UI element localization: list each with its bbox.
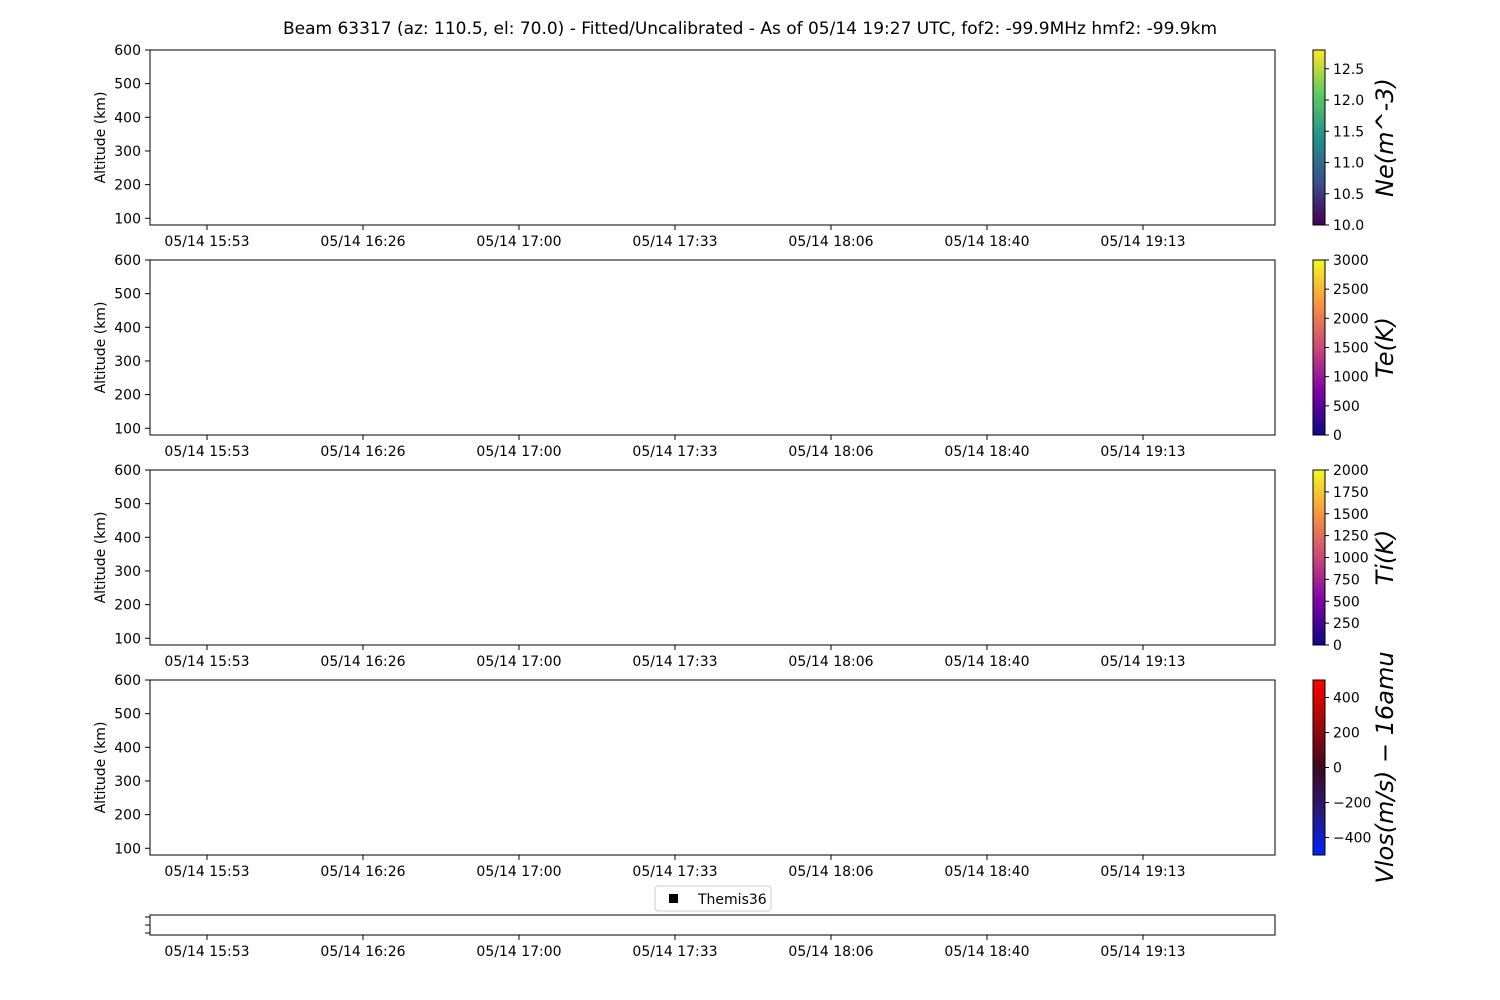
x-tick-label: 05/14 15:53 bbox=[164, 654, 250, 670]
x-tick-label: 05/14 18:06 bbox=[788, 944, 874, 960]
colorbar-tick-label: 200 bbox=[1333, 725, 1360, 742]
y-tick-label: 200 bbox=[114, 807, 141, 824]
heatmap-panel bbox=[93, 253, 1399, 460]
x-tick-label: 05/14 18:06 bbox=[788, 654, 874, 670]
y-tick-label: 300 bbox=[114, 353, 141, 370]
y-axis-label: Altitude (km) bbox=[93, 91, 109, 184]
colorbar-tick-label: 2500 bbox=[1333, 282, 1369, 299]
colorbar-tick-label: 250 bbox=[1333, 616, 1360, 633]
colorbar-tick-label: −200 bbox=[1333, 795, 1372, 812]
y-tick-label: 100 bbox=[114, 631, 141, 648]
y-tick-label: 400 bbox=[114, 740, 141, 757]
x-tick-label: 05/14 19:13 bbox=[1100, 654, 1186, 670]
colorbar-tick-label: 500 bbox=[1333, 594, 1360, 611]
figure-title: Beam 63317 (az: 110.5, el: 70.0) - Fitted/Uncalibrated - As of 05/14 19:27 UTC, fof2: -99.9MHz hmf2: -99.9km bbox=[282, 19, 1218, 39]
plot-area bbox=[150, 50, 1275, 225]
x-tick-label: 05/14 15:53 bbox=[164, 864, 250, 880]
x-tick-label: 05/14 16:26 bbox=[320, 944, 406, 960]
colorbar-tick-label: 10.5 bbox=[1333, 186, 1365, 203]
y-tick-label: 100 bbox=[114, 211, 141, 228]
colorbar-tick-label: 0 bbox=[1333, 428, 1342, 444]
colorbar-label: Te(K) bbox=[1371, 317, 1399, 378]
colorbar bbox=[1313, 470, 1325, 645]
colorbar-tick-label: 1000 bbox=[1333, 550, 1369, 567]
x-tick-label: 05/14 19:13 bbox=[1100, 944, 1186, 960]
colorbar-label: Ne(m^-3) bbox=[1371, 78, 1399, 197]
colorbar-tick-label: 1250 bbox=[1333, 528, 1369, 545]
y-tick-label: 200 bbox=[114, 387, 141, 404]
x-tick-label: 05/14 17:00 bbox=[476, 654, 562, 670]
y-tick-label: 600 bbox=[114, 463, 141, 479]
x-tick-label: 05/14 17:00 bbox=[476, 944, 562, 960]
heatmap-panel bbox=[93, 651, 1399, 883]
x-tick-label: 05/14 17:00 bbox=[476, 864, 562, 880]
y-tick-label: 500 bbox=[114, 706, 141, 723]
y-tick-label: 600 bbox=[114, 253, 141, 269]
x-tick-label: 05/14 17:33 bbox=[632, 864, 718, 880]
plot-area bbox=[150, 260, 1275, 435]
y-tick-label: 100 bbox=[114, 841, 141, 858]
x-tick-label: 05/14 18:06 bbox=[788, 444, 874, 460]
plot-area bbox=[150, 470, 1275, 645]
colorbar-tick-label: 11.0 bbox=[1333, 155, 1365, 172]
x-tick-label: 05/14 17:33 bbox=[632, 234, 718, 250]
colorbar-tick-label: 3000 bbox=[1333, 253, 1369, 269]
x-tick-label: 05/14 17:00 bbox=[476, 444, 562, 460]
colorbar-tick-label: 400 bbox=[1333, 690, 1360, 707]
y-tick-label: 300 bbox=[114, 563, 141, 580]
colorbar-tick-label: 1500 bbox=[1333, 506, 1369, 523]
y-tick-label: 500 bbox=[114, 496, 141, 513]
colorbar bbox=[1313, 260, 1325, 435]
legend-entry: Themis36 bbox=[698, 892, 767, 908]
colorbar-tick-label: −400 bbox=[1333, 830, 1372, 847]
colorbar-label: Ti(K) bbox=[1371, 529, 1399, 586]
x-tick-label: 05/14 16:26 bbox=[320, 654, 406, 670]
plot-area bbox=[150, 680, 1275, 855]
y-axis-label: Altitude (km) bbox=[93, 301, 109, 394]
y-tick-label: 200 bbox=[114, 597, 141, 614]
x-tick-label: 05/14 18:40 bbox=[944, 944, 1030, 960]
y-axis-label: Altitude (km) bbox=[93, 721, 109, 814]
x-tick-label: 05/14 18:40 bbox=[944, 654, 1030, 670]
x-tick-label: 05/14 17:33 bbox=[632, 654, 718, 670]
x-tick-label: 05/14 18:40 bbox=[944, 864, 1030, 880]
heatmap-panel bbox=[93, 43, 1399, 250]
x-tick-label: 05/14 15:53 bbox=[164, 944, 250, 960]
y-tick-label: 400 bbox=[114, 110, 141, 127]
x-tick-label: 05/14 17:33 bbox=[632, 944, 718, 960]
legend-marker-square bbox=[669, 894, 678, 903]
y-tick-label: 500 bbox=[114, 76, 141, 93]
y-tick-label: 100 bbox=[114, 421, 141, 438]
colorbar bbox=[1313, 50, 1325, 225]
colorbar-tick-label: 1500 bbox=[1333, 340, 1369, 357]
colorbar-tick-label: 0 bbox=[1333, 638, 1342, 654]
x-tick-label: 05/14 19:13 bbox=[1100, 234, 1186, 250]
y-tick-label: 300 bbox=[114, 143, 141, 160]
colorbar-tick-label: 2000 bbox=[1333, 463, 1369, 479]
x-tick-label: 05/14 16:26 bbox=[320, 864, 406, 880]
colorbar-tick-label: 2000 bbox=[1333, 311, 1369, 328]
colorbar-tick-label: 750 bbox=[1333, 572, 1360, 589]
colorbar-label: Vlos(m/s) − 16amu bbox=[1371, 651, 1399, 884]
y-tick-label: 200 bbox=[114, 177, 141, 194]
x-tick-label: 05/14 17:33 bbox=[632, 444, 718, 460]
plot-area bbox=[150, 915, 1275, 935]
y-axis-label: Altitude (km) bbox=[93, 511, 109, 604]
colorbar bbox=[1313, 680, 1325, 855]
x-tick-label: 05/14 15:53 bbox=[164, 444, 250, 460]
colorbar-tick-label: 500 bbox=[1333, 398, 1360, 415]
heatmap-panel bbox=[93, 463, 1399, 670]
y-tick-label: 400 bbox=[114, 320, 141, 337]
colorbar-tick-label: 1750 bbox=[1333, 484, 1369, 501]
colorbar-tick-label: 12.0 bbox=[1333, 93, 1365, 109]
legend-panel bbox=[145, 886, 1275, 960]
colorbar-tick-label: 0 bbox=[1333, 760, 1342, 777]
x-tick-label: 05/14 18:40 bbox=[944, 234, 1030, 250]
colorbar-tick-label: 12.5 bbox=[1333, 61, 1365, 78]
x-tick-label: 05/14 18:40 bbox=[944, 444, 1030, 460]
y-tick-label: 300 bbox=[114, 773, 141, 790]
y-tick-label: 500 bbox=[114, 286, 141, 303]
panels bbox=[93, 43, 1399, 960]
x-tick-label: 05/14 18:06 bbox=[788, 864, 874, 880]
y-tick-label: 400 bbox=[114, 530, 141, 547]
x-tick-label: 05/14 19:13 bbox=[1100, 864, 1186, 880]
y-tick-label: 600 bbox=[114, 43, 141, 59]
colorbar-tick-label: 1000 bbox=[1333, 369, 1369, 386]
x-tick-label: 05/14 16:26 bbox=[320, 234, 406, 250]
x-tick-label: 05/14 19:13 bbox=[1100, 444, 1186, 460]
x-tick-label: 05/14 18:06 bbox=[788, 234, 874, 250]
x-tick-label: 05/14 17:00 bbox=[476, 234, 562, 250]
x-tick-label: 05/14 15:53 bbox=[164, 234, 250, 250]
y-tick-label: 600 bbox=[114, 673, 141, 689]
colorbar-tick-label: 10.0 bbox=[1333, 218, 1365, 234]
colorbar-tick-label: 11.5 bbox=[1333, 124, 1365, 141]
legend bbox=[655, 886, 771, 911]
x-tick-label: 05/14 16:26 bbox=[320, 444, 406, 460]
